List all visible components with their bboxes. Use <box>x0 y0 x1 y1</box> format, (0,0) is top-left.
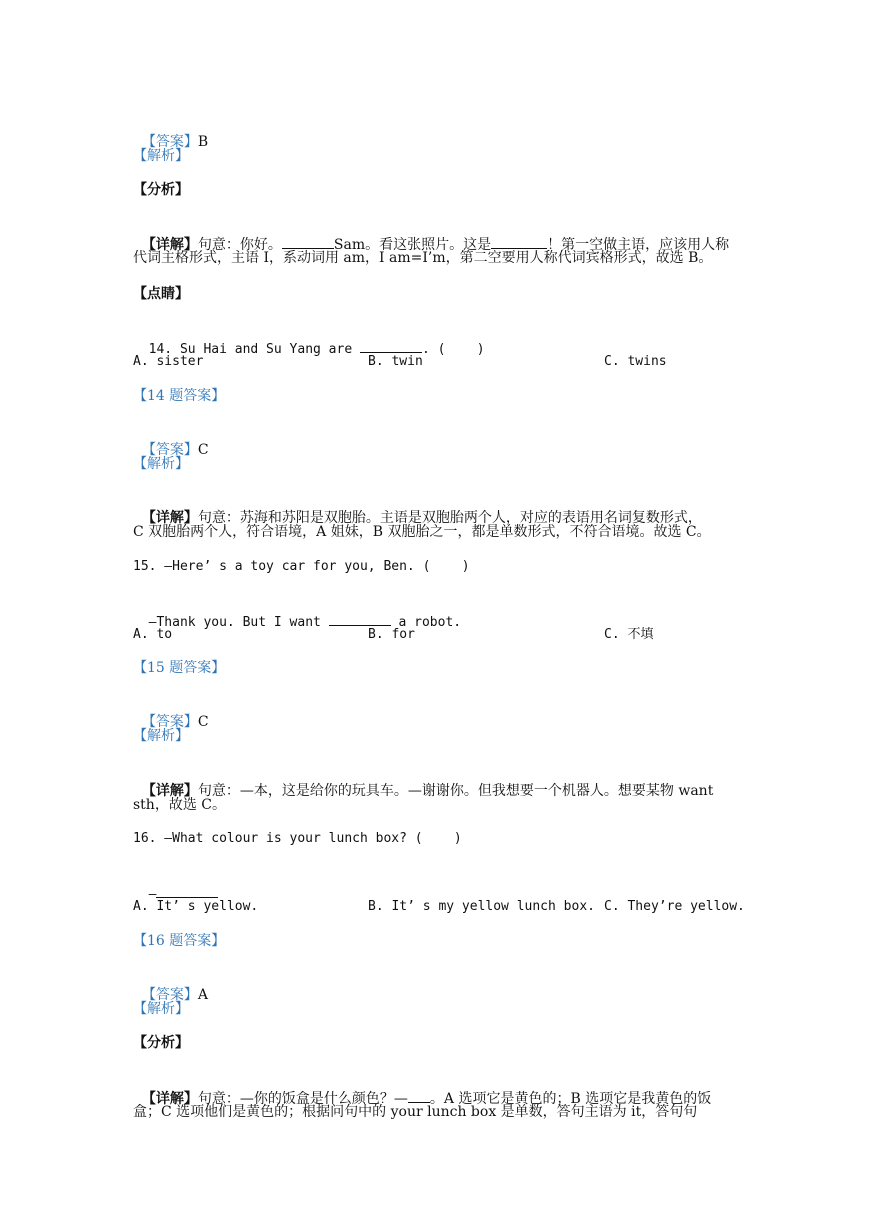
question-answer-tag: 【16 题答案】 <box>133 933 226 949</box>
detail-tag: 【详解】 <box>141 783 198 799</box>
stem-text: —Thank you. But I want <box>148 615 329 630</box>
fenxi-tag: 【分析】 <box>133 1035 189 1051</box>
detail-text: 句意：—本，这是给你的玩具车。—谢谢你。但我想要一个机器人。想要某物 want <box>197 783 714 799</box>
detail-text: 盒；C 选项他们是黄色的；根据问句中的 your lunch box 是单数，答句主语为 it，答句句 <box>133 1104 698 1120</box>
answer-tag: 【答案】 <box>141 714 198 730</box>
question-answer-tag: 【15 题答案】 <box>133 660 226 676</box>
blank-line <box>282 234 334 249</box>
question-stem: 16. —What colour is your lunch box? ( ) <box>133 831 462 846</box>
answer-value: B <box>197 134 209 150</box>
blank-line <box>408 1088 430 1103</box>
detail-text: C 双胞胎两个人，符合语境，A 姐妹，B 双胞胎之一，都是单数形式，不符合语境。故选 C。 <box>133 524 711 540</box>
option-a: A. sister <box>133 354 204 369</box>
option-b: B. for <box>368 627 415 642</box>
blank-line <box>329 611 391 626</box>
analysis-tag: 【解析】 <box>133 148 189 164</box>
detail-text: ！第一空做主语，应该用人称 <box>547 237 730 253</box>
detail-text: Sam。看这张照片。这是 <box>333 237 492 253</box>
detail-text: 句意：苏海和苏阳是双胞胎。主语是双胞胎两个人，对应的表语用名词复数形式， <box>197 510 702 526</box>
detail-text: 句意：—你的饭盒是什么颜色？— <box>197 1091 408 1107</box>
detail-tag: 【详解】 <box>141 237 198 253</box>
answer-value: C <box>197 714 209 730</box>
detail-tag: 【详解】 <box>141 1091 198 1107</box>
option-c: C. 不填 <box>604 627 654 642</box>
dianjing-tag: 【点睛】 <box>133 286 189 302</box>
answer-tag: 【答案】 <box>141 987 198 1003</box>
blank-line <box>360 338 422 353</box>
analysis-tag: 【解析】 <box>133 728 189 744</box>
question-answer-tag: 【14 题答案】 <box>133 388 226 404</box>
stem-text: . ( ) <box>421 342 485 357</box>
detail-text: sth，故选 C。 <box>133 797 226 813</box>
option-a: A. It’ s yellow. <box>133 899 259 914</box>
answer-tag: 【答案】 <box>141 134 198 150</box>
answer-tag: 【答案】 <box>141 442 198 458</box>
detail-text: 。A 选项它是黄色的；B 选项它是我黄色的饭 <box>429 1091 712 1107</box>
blank-line <box>156 883 218 898</box>
option-b: B. twin <box>368 354 423 369</box>
option-b: B. It’ s my yellow lunch box. <box>368 899 595 914</box>
option-c: C. They’re yellow. <box>604 899 745 914</box>
answer-value: C <box>197 442 209 458</box>
analysis-tag: 【解析】 <box>133 1001 189 1017</box>
question-stem: 15. —Here’ s a toy car for you, Ben. ( ) <box>133 559 470 574</box>
detail-text: 句意：你好。 <box>197 237 282 253</box>
stem-text: a robot. <box>390 615 462 630</box>
option-c: C. twins <box>604 354 667 369</box>
analysis-tag: 【解析】 <box>133 456 189 472</box>
fenxi-tag: 【分析】 <box>133 182 189 198</box>
detail-text: 代词主格形式，主语 I，系动词用 am，I am=I’m，第二空要用人称代词宾格形式，故选 B。 <box>133 250 713 266</box>
detail-tag: 【详解】 <box>141 510 198 526</box>
stem-text: — <box>148 887 157 902</box>
stem-text: 14. Su Hai and Su Yang are <box>148 342 360 357</box>
answer-value: A <box>197 987 209 1003</box>
blank-line <box>491 234 547 249</box>
option-a: A. to <box>133 627 173 642</box>
